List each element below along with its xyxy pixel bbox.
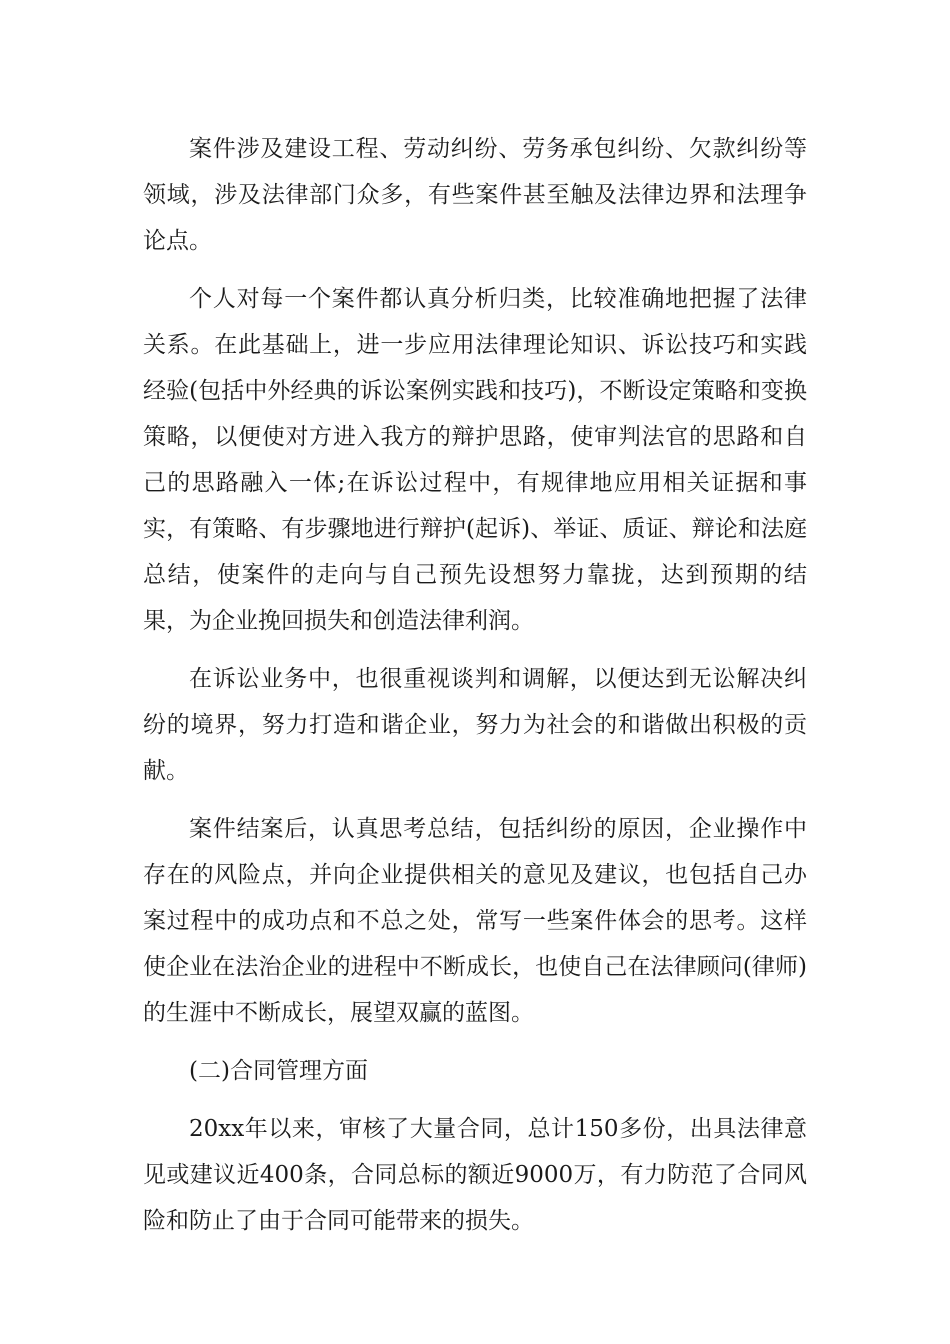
paragraph-case-scope: 案件涉及建设工程、劳动纠纷、劳务承包纠纷、欠款纠纷等领域，涉及法律部门众多，有些案件甚至触及法律边界和法理争论点。 [143, 136, 807, 254]
paragraph-case-analysis: 个人对每一个案件都认真分析归类，比较准确地把握了法律关系。在此基础上，进一步应用法律理论知识、诉讼技巧和实践经验(包括中外经典的诉讼案例实践和技巧)，不断设定策略和变换策略，以便使对方进入我方的辩护思路，使审判法官的思路和自己的思路融入一体;在诉讼过程中，有规律地应用相关证据和事实，有策略、有步骤地进行辩护(起诉)、举证、质证、辩论和法庭总结，使案件的走向与自己预先设想努力靠拢，达到预期的结果，为企业挽回损失和创造法律利润。 [143, 286, 807, 634]
paragraph-contract-review: 20xx年以来，审核了大量合同，总计150多份，出具法律意见或建议近400条，合同总标的额近9000万，有力防范了合同风险和防止了由于合同可能带来的损失。 [143, 1116, 807, 1234]
paragraph-case-summary: 案件结案后，认真思考总结，包括纠纷的原因，企业操作中存在的风险点，并向企业提供相关的意见及建议，也包括自己办案过程中的成功点和不总之处，常写一些案件体会的思考。这样使企业在法治企业的进程中不断成长，也使自己在法律顾问(律师)的生涯中不断成长，展望双赢的蓝图。 [143, 816, 807, 1026]
section-heading-contract-management: (二)合同管理方面 [189, 1058, 368, 1084]
document-body [143, 126, 807, 1256]
paragraph-negotiation: 在诉讼业务中，也很重视谈判和调解，以便达到无讼解决纠纷的境界，努力打造和谐企业，努力为社会的和谐做出积极的贡献。 [143, 666, 807, 784]
